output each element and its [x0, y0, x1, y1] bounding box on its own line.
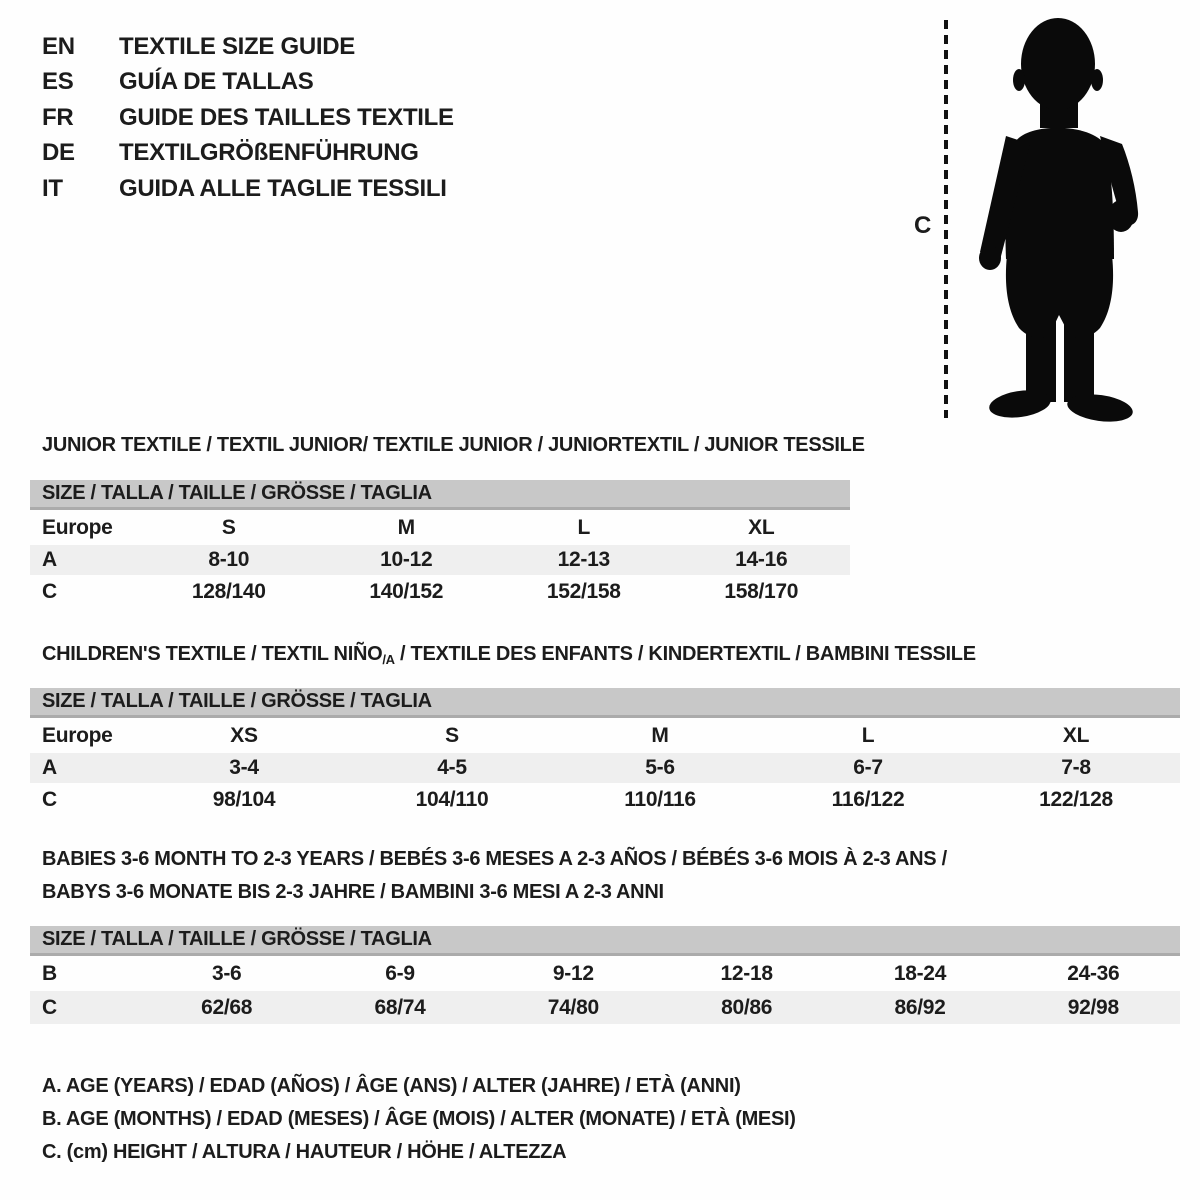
- age-cell: 6-7: [853, 756, 883, 779]
- age-cell: 3-6: [211, 961, 242, 985]
- size-cell: M: [397, 515, 415, 539]
- table-row: [30, 718, 1180, 753]
- babies-size-table: [30, 926, 1180, 1024]
- lang-code: DE: [42, 139, 75, 167]
- height-cell: 152/158: [546, 579, 621, 603]
- children-size-table: [30, 688, 1180, 816]
- lang-code: FR: [42, 103, 74, 131]
- row-label: Europe: [42, 515, 113, 539]
- row-label: Europe: [42, 723, 113, 747]
- children-size-header: SIZE / TALLA / TAILLE / GRÖSSE / TAGLIA: [30, 688, 1180, 718]
- junior-size-header: SIZE / TALLA / TAILLE / GRÖSSE / TAGLIA: [30, 480, 850, 510]
- height-cell: 122/128: [1039, 787, 1113, 811]
- age-cell: 5-6: [645, 756, 675, 779]
- size-cell: M: [651, 723, 669, 747]
- row-label: C: [42, 995, 57, 1019]
- toddler-silhouette-image: [962, 12, 1152, 422]
- babies-section-title-line2: BABYS 3-6 MONATE BIS 2-3 JAHRE / BAMBINI 3-6 MESI A 2-3 ANNI: [42, 881, 664, 903]
- babies-size-header: SIZE / TALLA / TAILLE / GRÖSSE / TAGLIA: [30, 926, 1180, 956]
- height-measure-label: C: [914, 212, 932, 239]
- size-cell: XL: [1062, 723, 1090, 747]
- height-cell: 86/92: [894, 995, 946, 1019]
- table-row: [30, 991, 1180, 1024]
- table-row: [30, 753, 1180, 783]
- size-cell: L: [577, 515, 591, 539]
- age-cell: 24-36: [1067, 961, 1120, 985]
- height-cell: 74/80: [547, 995, 599, 1019]
- junior-size-table: [30, 480, 850, 608]
- height-measure-line: [938, 18, 954, 420]
- age-cell: 14-16: [735, 548, 788, 571]
- size-cell: XS: [230, 723, 258, 747]
- height-cell: 110/116: [624, 787, 696, 811]
- babies-section-title-line1: BABIES 3-6 MONTH TO 2-3 YEARS / BEBÉS 3-6 MESES A 2-3 AÑOS / BÉBÉS 3-6 MOIS À 2-3 ANS /: [42, 848, 947, 870]
- height-cell: 80/86: [721, 995, 773, 1019]
- height-cell: 68/74: [374, 995, 426, 1019]
- age-cell: 12-13: [557, 548, 610, 571]
- lang-code: ES: [42, 68, 74, 96]
- lang-code: IT: [42, 174, 63, 202]
- age-cell: 4-5: [437, 756, 467, 779]
- row-label: A: [42, 756, 57, 779]
- age-cell: 10-12: [380, 548, 433, 571]
- height-cell: 104/110: [415, 787, 489, 811]
- age-cell: 12-18: [720, 961, 773, 985]
- children-title-pre: CHILDREN'S TEXTILE / TEXTIL NIÑO: [42, 643, 383, 665]
- table-row: [30, 510, 850, 545]
- guide-title-fr: GUIDE DES TAILLES TEXTILE: [119, 103, 454, 131]
- height-cell: 62/68: [201, 995, 253, 1019]
- junior-section-title: JUNIOR TEXTILE / TEXTIL JUNIOR/ TEXTILE JUNIOR / JUNIORTEXTIL / JUNIOR TESSILE: [42, 434, 865, 456]
- table-row: [30, 545, 850, 575]
- height-cell: 92/98: [1067, 995, 1119, 1019]
- guide-title-de: TEXTILGRÖßENFÜHRUNG: [119, 139, 419, 167]
- size-cell: S: [445, 723, 459, 747]
- size-cell: L: [861, 723, 875, 747]
- children-section-title: [42, 643, 976, 666]
- age-cell: 6-9: [385, 961, 415, 985]
- children-title-sub: /A: [382, 652, 395, 667]
- lang-row-fr: [42, 100, 454, 136]
- age-cell: 7-8: [1061, 756, 1091, 779]
- height-cell: 158/170: [724, 579, 799, 603]
- lang-code: EN: [42, 32, 75, 60]
- age-cell: 9-12: [552, 961, 594, 985]
- row-label: C: [42, 579, 57, 603]
- row-label: A: [42, 548, 57, 571]
- height-cell: 140/152: [369, 579, 444, 603]
- legend-note-c: C. (cm) HEIGHT / ALTURA / HAUTEUR / HÖHE / ALTEZZA: [42, 1141, 567, 1163]
- children-title-post: / TEXTILE DES ENFANTS / KINDERTEXTIL / BAMBINI TESSILE: [394, 643, 976, 665]
- row-label: B: [42, 961, 57, 985]
- height-cell: 116/122: [831, 787, 905, 811]
- size-cell: XL: [748, 515, 775, 539]
- lang-row-en: [42, 29, 454, 65]
- size-cell: S: [221, 515, 236, 539]
- legend-notes: [42, 1070, 796, 1169]
- guide-title-en: TEXTILE SIZE GUIDE: [119, 32, 355, 60]
- row-label: C: [42, 787, 57, 811]
- age-cell: 8-10: [208, 548, 250, 571]
- height-cell: 128/140: [191, 579, 266, 603]
- lang-row-es: [42, 65, 454, 101]
- legend-note-a: A. AGE (YEARS) / EDAD (AÑOS) / ÂGE (ANS) / ALTER (JAHRE) / ETÀ (ANNI): [42, 1075, 741, 1097]
- table-row: [30, 575, 850, 608]
- age-cell: 3-4: [229, 756, 259, 779]
- table-row: [30, 956, 1180, 991]
- guide-title-it: GUIDA ALLE TAGLIE TESSILI: [119, 174, 447, 202]
- guide-title-es: GUÍA DE TALLAS: [119, 68, 314, 96]
- table-row: [30, 783, 1180, 816]
- legend-note-b: B. AGE (MONTHS) / EDAD (MESES) / ÂGE (MOIS) / ALTER (MONATE) / ETÀ (MESI): [42, 1108, 796, 1130]
- height-cell: 98/104: [212, 787, 276, 811]
- lang-row-de: [42, 136, 454, 172]
- age-cell: 18-24: [893, 961, 947, 985]
- language-title-list: [42, 29, 454, 207]
- lang-row-it: [42, 171, 454, 207]
